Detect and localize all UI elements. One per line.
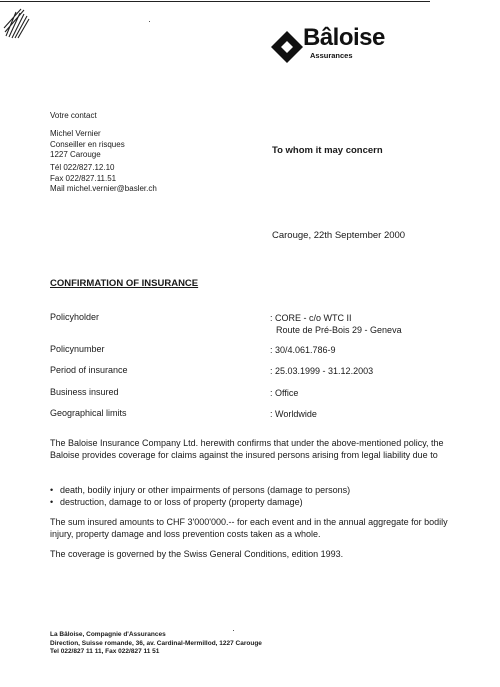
- governed-paragraph: The coverage is governed by the Swiss General Conditions, edition 1993.: [50, 549, 344, 559]
- footer-company: La Bâloise, Compagnie d'Assurances: [50, 631, 166, 638]
- contact-mail: Mail michel.vernier@basler.ch: [50, 184, 157, 193]
- detail-value: [270, 312, 402, 336]
- scan-speck: [149, 21, 150, 22]
- handwritten-scribble-mark: [2, 6, 32, 40]
- coverage-list: [50, 484, 350, 508]
- bullet-icon: •: [50, 485, 54, 495]
- intro-paragraph: The Baloise Insurance Company Ltd. herewith confirms that under the above-mentioned policy, the Baloise provides coverage for claims against the insured persons arising from legal liability due to: [50, 438, 444, 460]
- footer-address: Direction, Suisse romande, 36, av. Cardinal-Mermillod, 1227 Carouge: [50, 639, 262, 647]
- detail-label: Policynumber: [50, 344, 105, 354]
- footer-phone: Tel 022/827 11 11, Fax 022/827 11 51: [50, 648, 160, 655]
- detail-value: : Office: [270, 388, 299, 398]
- detail-label: Business insured: [50, 387, 119, 397]
- logo-name: Bâloise: [303, 24, 385, 51]
- baloise-diamond-icon: [270, 30, 304, 64]
- scan-speck: [233, 630, 234, 631]
- logo-tagline: Assurances: [310, 51, 353, 60]
- list-item: [50, 484, 350, 496]
- detail-value: : 30/4.061.786-9: [270, 345, 336, 355]
- contact-name: Michel Vernier: [50, 129, 101, 138]
- list-item-text: destruction, damage to or loss of property (property damage): [60, 497, 303, 507]
- bullet-icon: •: [50, 497, 54, 507]
- detail-value: : Worldwide: [270, 409, 317, 419]
- list-item-text: death, bodily injury or other impairments of persons (damage to persons): [60, 485, 351, 495]
- detail-value: : 25.03.1999 - 31.12.2003: [270, 366, 374, 376]
- detail-value-line: Route de Pré-Bois 29 - Geneva: [276, 325, 402, 335]
- detail-label: Period of insurance: [50, 365, 128, 375]
- contact-tel: Tél 022/827.12.10: [50, 163, 115, 172]
- contact-city: 1227 Carouge: [50, 150, 101, 159]
- footer: [50, 631, 262, 657]
- detail-label: Policyholder: [50, 312, 100, 322]
- top-rule: [0, 1, 430, 2]
- detail-label: Geographical limits: [50, 408, 127, 418]
- document-heading: CONFIRMATION OF INSURANCE: [50, 278, 199, 289]
- contact-block: [50, 129, 125, 161]
- detail-value-line: : CORE - c/o WTC II: [270, 313, 352, 323]
- contact-label: Votre contact: [50, 111, 97, 120]
- letter-date: Carouge, 22th September 2000: [272, 230, 406, 241]
- baloise-logo: [270, 26, 420, 66]
- contact-fax: Fax 022/827.11.51: [50, 173, 117, 183]
- contact-role: Conseiller en risques: [50, 139, 125, 149]
- list-item: [50, 496, 350, 508]
- contact-numbers: [50, 163, 157, 195]
- addressee: To whom it may concern: [272, 145, 383, 156]
- sum-paragraph: The sum insured amounts to CHF 3'000'000.-- for each event and in the annual aggregate for bodily injury, property damage and loss prevention costs taken as a whole.: [50, 517, 448, 539]
